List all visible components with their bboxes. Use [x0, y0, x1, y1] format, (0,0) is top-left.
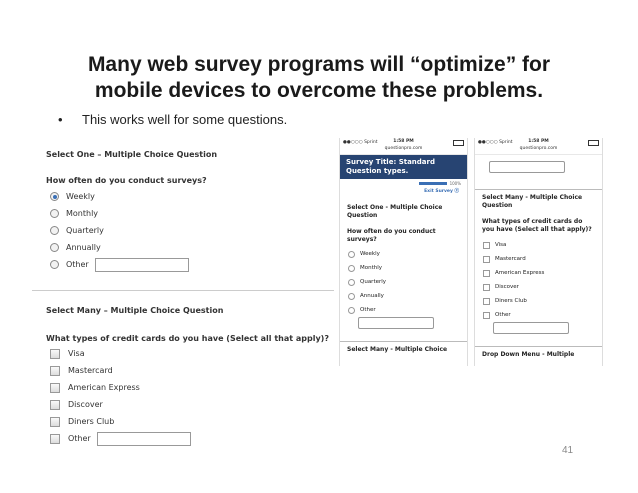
p2-option[interactable]: Mastercard [480, 252, 602, 266]
bullet-mark: • [58, 112, 63, 127]
radio-icon[interactable] [348, 293, 355, 300]
q2-option[interactable]: American Express [32, 379, 332, 396]
q1-section-title: Select One – Multiple Choice Question [46, 150, 218, 159]
close-icon: ⓧ [454, 189, 459, 194]
bullet-text: This works well for some questions. [82, 112, 288, 127]
slide-title [0, 52, 638, 104]
radio-icon[interactable] [50, 260, 59, 269]
q1-option[interactable]: Quarterly [32, 222, 332, 239]
slide-title-line1: Many web survey programs will “optimize” for [87, 53, 551, 76]
p1-option[interactable]: Weekly [345, 247, 467, 261]
status-bar: ●●○○○ Sprint 1:58 PM questionpro.com [340, 138, 467, 155]
q1-option[interactable]: Annually [32, 239, 332, 256]
q2-option[interactable]: Other [32, 430, 332, 447]
checkbox-icon[interactable] [50, 417, 60, 427]
phone-screenshot-1 [339, 138, 468, 366]
radio-icon[interactable] [348, 279, 355, 286]
p1-other-input[interactable] [358, 317, 434, 329]
p2-option[interactable]: Visa [480, 238, 602, 252]
exit-survey-button[interactable]: Exit Survey ⓧ [424, 189, 459, 194]
checkbox-icon[interactable] [50, 383, 60, 393]
p1-section-title: Select One - Multiple Choice Question [347, 204, 443, 219]
url-bar[interactable]: questionpro.com [519, 146, 558, 151]
p2-option[interactable]: American Express [480, 266, 602, 280]
p1-next-section: Select Many - Multiple Choice [347, 346, 448, 353]
q2-other-input[interactable] [97, 432, 191, 446]
radio-icon[interactable] [50, 243, 59, 252]
checkbox-icon[interactable] [483, 270, 490, 277]
radio-icon[interactable] [50, 226, 59, 235]
checkbox-icon[interactable] [50, 349, 60, 359]
p2-section-title: Select Many - Multiple Choice Question [482, 194, 583, 209]
q1-option[interactable]: Other [32, 256, 332, 273]
q2-section-title: Select Many – Multiple Choice Question [46, 306, 224, 315]
checkbox-icon[interactable] [483, 312, 490, 319]
checkbox-icon[interactable] [50, 400, 60, 410]
q2-option[interactable]: Mastercard [32, 362, 332, 379]
checkbox-icon[interactable] [483, 284, 490, 291]
progress-text: 100% [449, 181, 461, 186]
q1-question: How often do you conduct surveys? [46, 176, 207, 185]
url-bar[interactable]: questionpro.com [384, 146, 423, 151]
progress-bar [419, 182, 447, 185]
q1-other-input[interactable] [95, 258, 189, 272]
q1-option[interactable]: Weekly [32, 188, 332, 205]
battery-icon [453, 140, 464, 146]
p2-option[interactable]: Diners Club [480, 294, 602, 308]
q2-option[interactable]: Visa [32, 345, 332, 362]
checkbox-icon[interactable] [483, 242, 490, 249]
radio-selected-icon[interactable] [50, 192, 59, 201]
p2-next-section: Drop Down Menu - Multiple [482, 351, 575, 358]
p2-option[interactable]: Other [480, 308, 602, 322]
q2-question: What types of credit cards do you have (Select all that apply)? [46, 334, 329, 343]
p2-option[interactable]: Discover [480, 280, 602, 294]
p1-option[interactable]: Other [345, 303, 467, 317]
checkbox-icon[interactable] [483, 298, 490, 305]
radio-icon[interactable] [348, 265, 355, 272]
divider [32, 290, 334, 291]
radio-icon[interactable] [50, 209, 59, 218]
q1-option[interactable]: Monthly [32, 205, 332, 222]
p1-option[interactable]: Annually [345, 289, 467, 303]
survey-banner: Survey Title: Standard Question types. [340, 155, 467, 179]
status-bar: ●●○○○ Sprint 1:58 PM questionpro.com [475, 138, 602, 155]
p2-other-input[interactable] [493, 322, 569, 334]
checkbox-icon[interactable] [50, 434, 60, 444]
q2-option[interactable]: Diners Club [32, 413, 332, 430]
p1-question: How often do you conduct surveys? [347, 228, 436, 243]
p2-question: What types of credit cards do you have (Select all that apply)? [482, 218, 592, 233]
p1-option[interactable]: Quarterly [345, 275, 467, 289]
radio-icon[interactable] [348, 251, 355, 258]
phone-screenshot-2 [474, 138, 603, 366]
battery-icon [588, 140, 599, 146]
checkbox-icon[interactable] [50, 366, 60, 376]
bullet-point [58, 112, 287, 127]
slide-title-line2: mobile devices to overcome these problems. [94, 79, 544, 102]
p1-option[interactable]: Monthly [345, 261, 467, 275]
page-number: 41 [562, 445, 574, 456]
checkbox-icon[interactable] [483, 256, 490, 263]
radio-icon[interactable] [348, 307, 355, 314]
p2-other-input-top[interactable] [489, 161, 565, 173]
q2-option[interactable]: Discover [32, 396, 332, 413]
desktop-survey [32, 138, 334, 456]
